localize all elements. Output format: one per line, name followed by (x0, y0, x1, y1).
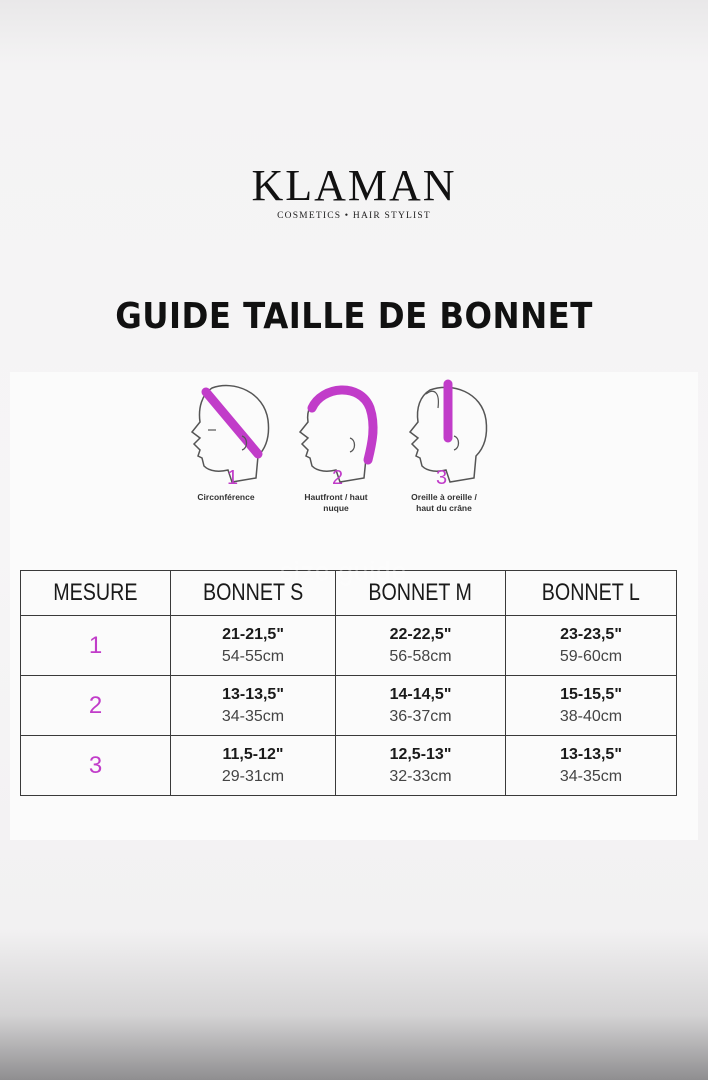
header-bonnet-l (506, 571, 677, 616)
brand-logo (0, 162, 708, 221)
table-row (21, 676, 677, 736)
caption-line-2: haut du crâne (416, 503, 472, 513)
brand-name: KLAMAN (251, 161, 457, 210)
diagram-caption (390, 492, 498, 514)
caption-line-2: nuque (323, 503, 349, 513)
size-cell (506, 736, 677, 796)
size-inches: 14-14,5" (389, 685, 452, 703)
diagram-number: 3 (436, 467, 448, 489)
size-inches: 21-21,5" (222, 625, 284, 643)
size-cell (336, 676, 506, 736)
size-cm: 34-35cm (221, 707, 285, 725)
diagram-caption (282, 492, 390, 514)
header-label: BONNET S (202, 579, 304, 606)
size-inches: 22-22,5" (389, 625, 452, 643)
size-cell (506, 676, 677, 736)
size-inches: 12,5-13" (389, 745, 452, 763)
head-profile-circumference-icon (172, 378, 280, 490)
page-title: GUIDE TAILLE DE BONNET (115, 296, 593, 337)
size-cell (506, 616, 677, 676)
size-inches: 15-15,5" (560, 685, 622, 703)
size-cell (171, 616, 336, 676)
caption-line-1: Oreille à oreille / (411, 492, 477, 502)
diagram-circumference (172, 378, 280, 528)
size-inches: 11,5-12" (222, 745, 284, 763)
table-row (21, 736, 677, 796)
caption-line-1: Hautfront / haut (304, 492, 368, 502)
table-row (21, 616, 677, 676)
measurement-diagrams (172, 378, 502, 528)
size-cell (171, 676, 336, 736)
mesure-number: 2 (21, 676, 171, 736)
header-mesure (21, 571, 171, 616)
diagram-number: 1 (227, 467, 239, 489)
size-cm: 29-31cm (221, 767, 285, 785)
size-cm: 32-33cm (389, 767, 452, 785)
size-cm: 38-40cm (559, 707, 623, 725)
size-inches: 23-23,5" (560, 625, 622, 643)
size-cell (336, 736, 506, 796)
size-cm: 59-60cm (559, 647, 623, 665)
header-label: BONNET M (368, 579, 473, 606)
diagram-number: 2 (332, 467, 344, 489)
mesure-number: 3 (21, 736, 171, 796)
size-cm: 36-37cm (389, 707, 452, 725)
size-cell (171, 736, 336, 796)
brand-tagline: COSMETICS • HAIR STYLIST (277, 211, 431, 221)
header-label: BONNET L (541, 579, 641, 606)
size-table (20, 570, 677, 796)
header-label: MESURE (53, 579, 138, 606)
diagram-ear-to-ear (390, 378, 498, 528)
caption-line-1: Circonférence (197, 492, 255, 502)
watermark: size guide (280, 556, 408, 586)
head-profile-ear-to-ear-icon (390, 378, 498, 490)
diagram-front-nape (282, 378, 390, 528)
size-cell (336, 616, 506, 676)
diagram-caption (172, 492, 280, 503)
size-inches: 13-13,5" (222, 685, 284, 703)
size-cm: 54-55cm (221, 647, 285, 665)
head-profile-front-nape-icon (282, 378, 390, 490)
size-cm: 56-58cm (389, 647, 452, 665)
size-inches: 13-13,5" (560, 745, 622, 763)
mesure-number: 1 (21, 616, 171, 676)
size-cm: 34-35cm (559, 767, 623, 785)
